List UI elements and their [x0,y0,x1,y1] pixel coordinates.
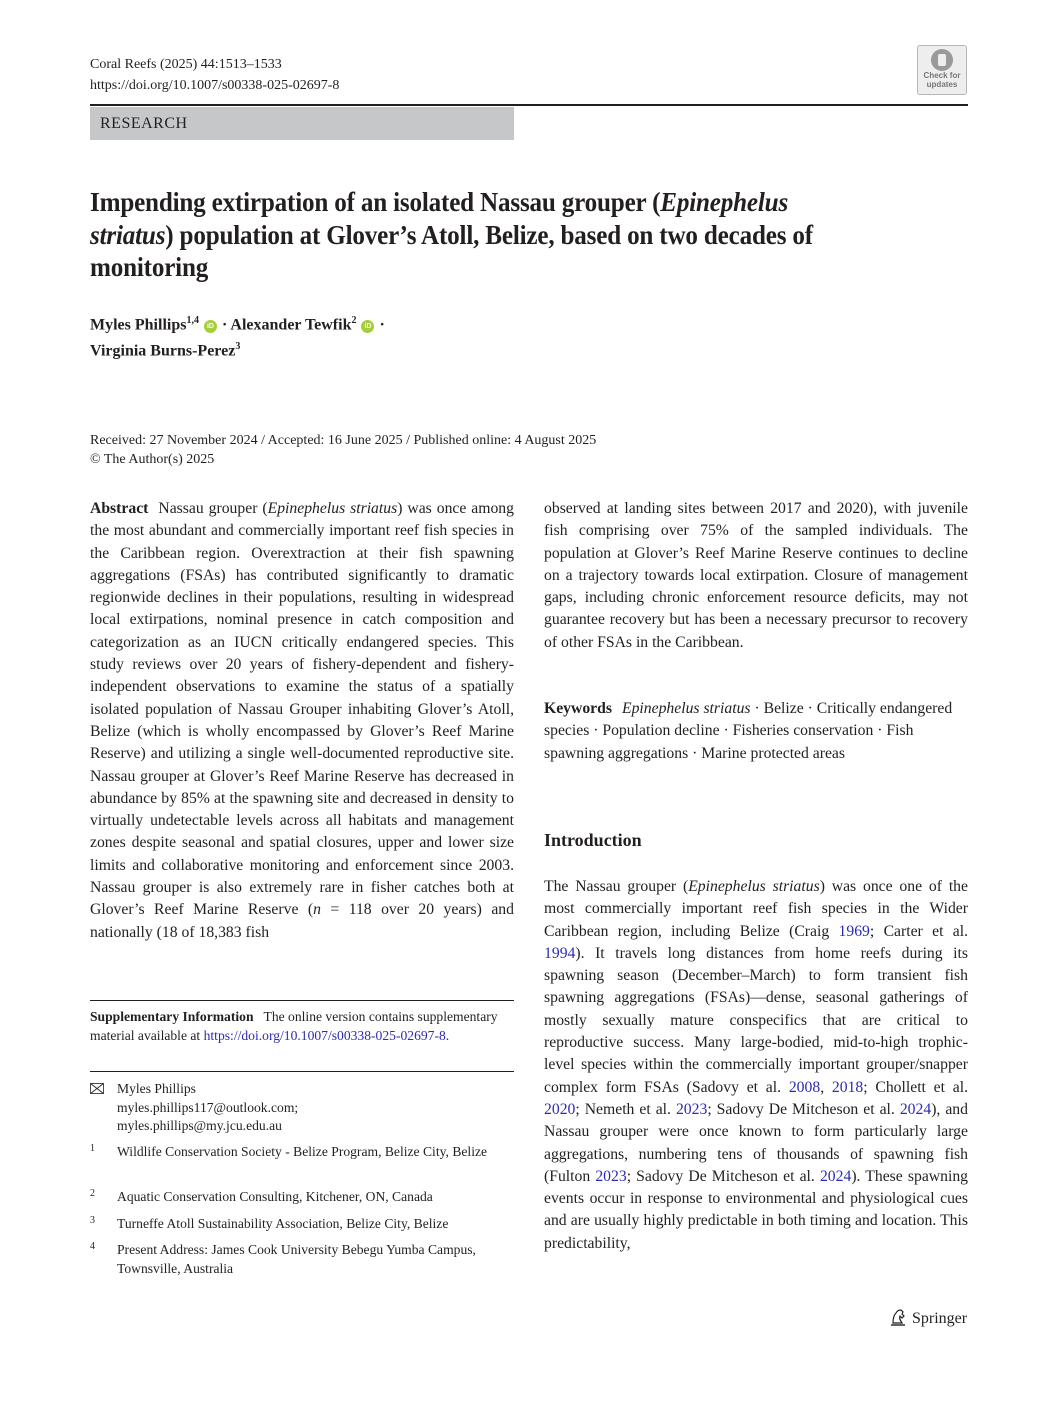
text-segment: ; Sadovy De Mitcheson et al. [707,1100,900,1118]
affiliation: 1 Wildlife Conservation Society - Belize Program, Belize City, Belize [90,1143,488,1159]
species-name: Epinephelus striatus [688,878,820,895]
corresponding-author-name: Myles Phillips [117,1081,196,1096]
citation-link[interactable]: 2024 [899,1100,932,1118]
orcid-icon[interactable]: iD [204,320,217,333]
affiliation: 3 Turneffe Atoll Sustainability Association, Belize City, Belize [90,1215,449,1231]
text-segment: ), and Nassau grouper were once known to form particularly large aggregations, numbering tens of thousands of spawning fish (Fulton [544,1100,968,1185]
supplementary-information: Supplementary Information The online version contains supplementary material available at https://doi.org/10.1007/s00338-025-02697-8. [90,1009,498,1043]
supplementary-link[interactable]: https://doi.org/10.1007/s00338-025-02697-8 [203,1027,446,1043]
publisher-logo [890,1308,967,1330]
text-segment: ) was once one of the most commercially important reef fish species in the Wider Caribbean region, including Belize (Craig [544,878,968,940]
affiliation: 2 Aquatic Conservation Consulting, Kitchener, ON, Canada [90,1188,433,1204]
citation-link[interactable]: 2020 [544,1100,576,1118]
author-name[interactable]: Myles Phillips [90,316,187,334]
copyright: © The Author(s) 2025 [90,452,215,467]
text-segment: , [820,1078,832,1096]
author-list: Myles Phillips$^{1,4}$ iD · Alexander Tewfik$^2$ iD · Virginia Burns-Perez$^3$ [90,315,385,360]
journal-citation: Coral Reefs (2025) 44:1513–1533 [90,57,282,72]
abstract-label: Abstract [90,500,149,517]
introduction-body [544,876,968,1255]
citation-link[interactable]: 2023 [675,1100,708,1118]
affiliation: 4 Present Address: James Cook University Bebegu Yumba Campus, Townsville, Australia [90,1241,476,1276]
check-for-updates-label-1: Check for [923,71,961,80]
text-segment: ; Nemeth et al. [575,1100,676,1118]
correspondence [90,1080,514,1136]
text-segment: ; Chollett et al. [863,1078,968,1096]
abstract: Abstract Nassau grouper (Epinephelus striatus) was once among the most abundant and commercially important reef fish species in the Caribbean region. Overextraction at their fish spawning aggregations (FSAs) has contributed significantly to dramatic regionwide declines in their populations, resulting in widespread local extirpations, nominal presence in catch composition and categorization as an IUCN critically endangered species. This study reviews over 20 years of fishery-dependent and fishery-independent observations to examine the status of a spatially isolated population of Nassau Grouper inhabiting Glover’s Atoll, Belize (which is wholly encompassed by Glover’s Reef Marine Reserve) and utilizing a single well-documented reproductive site. Nassau grouper at Glover’s Reef Marine Reserve has decreased in abundance by 85% at the spawning site and decreased in density to virtually undetectable levels across all habitats and management zones despite seasonal and spatial closures, upper and lower size limits and collaborative monitoring and enforcement since 2003. Nassau grouper is also extremely rare in fisher catches both at Glover’s Reef Marine Reserve (n = 118 over 20 years) and nationally (18 of 18,383 fish [90,500,514,941]
check-for-updates-label-2: updates [926,80,958,89]
section-label: RESEARCH [90,107,514,140]
check-for-updates-button[interactable] [917,45,967,95]
article-title: Impending extirpation of an isolated Nassau grouper (Epinephelus striatus) population at Glover’s Atoll, Belize, based on two decades of monitoring [90,187,813,282]
email-link[interactable]: myles.phillips117@outlook.com; [117,1099,299,1115]
springer-horse-icon [890,1308,906,1326]
citation-link[interactable]: 2008 [788,1078,821,1096]
author-name[interactable]: Alexander Tewfik [230,316,352,334]
text-segment: ; Carter et al. [869,922,968,940]
keywords-label: Keywords [544,700,612,717]
email-link[interactable]: myles.phillips@my.jcu.edu.au [117,1118,282,1133]
author-name[interactable]: Virginia Burns-Perez [90,342,236,360]
text-segment: The Nassau grouper ( [544,878,689,895]
text-segment: ). It travels long distances from home reefs during its spawning season (December–March) to form transient fish spawning aggregations (FSAs)—dense, seasonal gatherings of mostly sexually mature conspecifics that are critical to reproductive success. Many large-bodied, mid-to-high trophic-level species within the commercially important grouper/snapper complex form FSAs (Sadovy et al. [544,944,968,1096]
section-heading-introduction: Introduction [544,830,642,850]
publication-dates [90,431,596,469]
header-rule [90,104,968,106]
divider [90,1000,514,1001]
envelope-icon [90,1083,104,1094]
citation-link[interactable]: 1969 [838,922,870,940]
keywords: Keywords Epinephelus striatus · Belize · Critically endangered species · Population decline · Fisheries conservation · Fish spawning aggregations · Marine protected areas [544,700,953,762]
supplementary-label: Supplementary Information [90,1009,254,1024]
divider [90,1071,514,1072]
publisher-name: Springer [912,1310,968,1327]
abstract-continued: observed at landing sites between 2017 and 2020), with juvenile fish comprising over 75% of the sampled individuals. The population at Glover’s Reef Marine Reserve continues to decline on a trajectory towards local extirpation. Closure of management gaps, including chronic enforcement resource deficits, may not guarantee recovery but has been a necessary precursor to recovery of other FSAs in the Caribbean. [544,500,968,651]
crossmark-icon [931,49,953,71]
citation-link[interactable]: 2024 [819,1167,852,1185]
text-segment: ; Sadovy De Mitcheson et al. [626,1167,820,1185]
orcid-icon[interactable]: iD [361,320,374,333]
citation-link[interactable]: 2023 [595,1167,627,1185]
citation-link[interactable]: 1994 [544,944,576,962]
article-doi-link[interactable]: https://doi.org/10.1007/s00338-025-02697-8 [90,78,340,93]
text-segment: ). These spawning events occur in response to environmental and physiological cues and are usually highly predictable in both timing and location. This predictability, [544,1167,969,1252]
citation-link[interactable]: 2018 [831,1078,864,1096]
history-dates: Received: 27 November 2024 / Accepted: 16 June 2025 / Published online: 4 August 2025 [90,433,597,448]
